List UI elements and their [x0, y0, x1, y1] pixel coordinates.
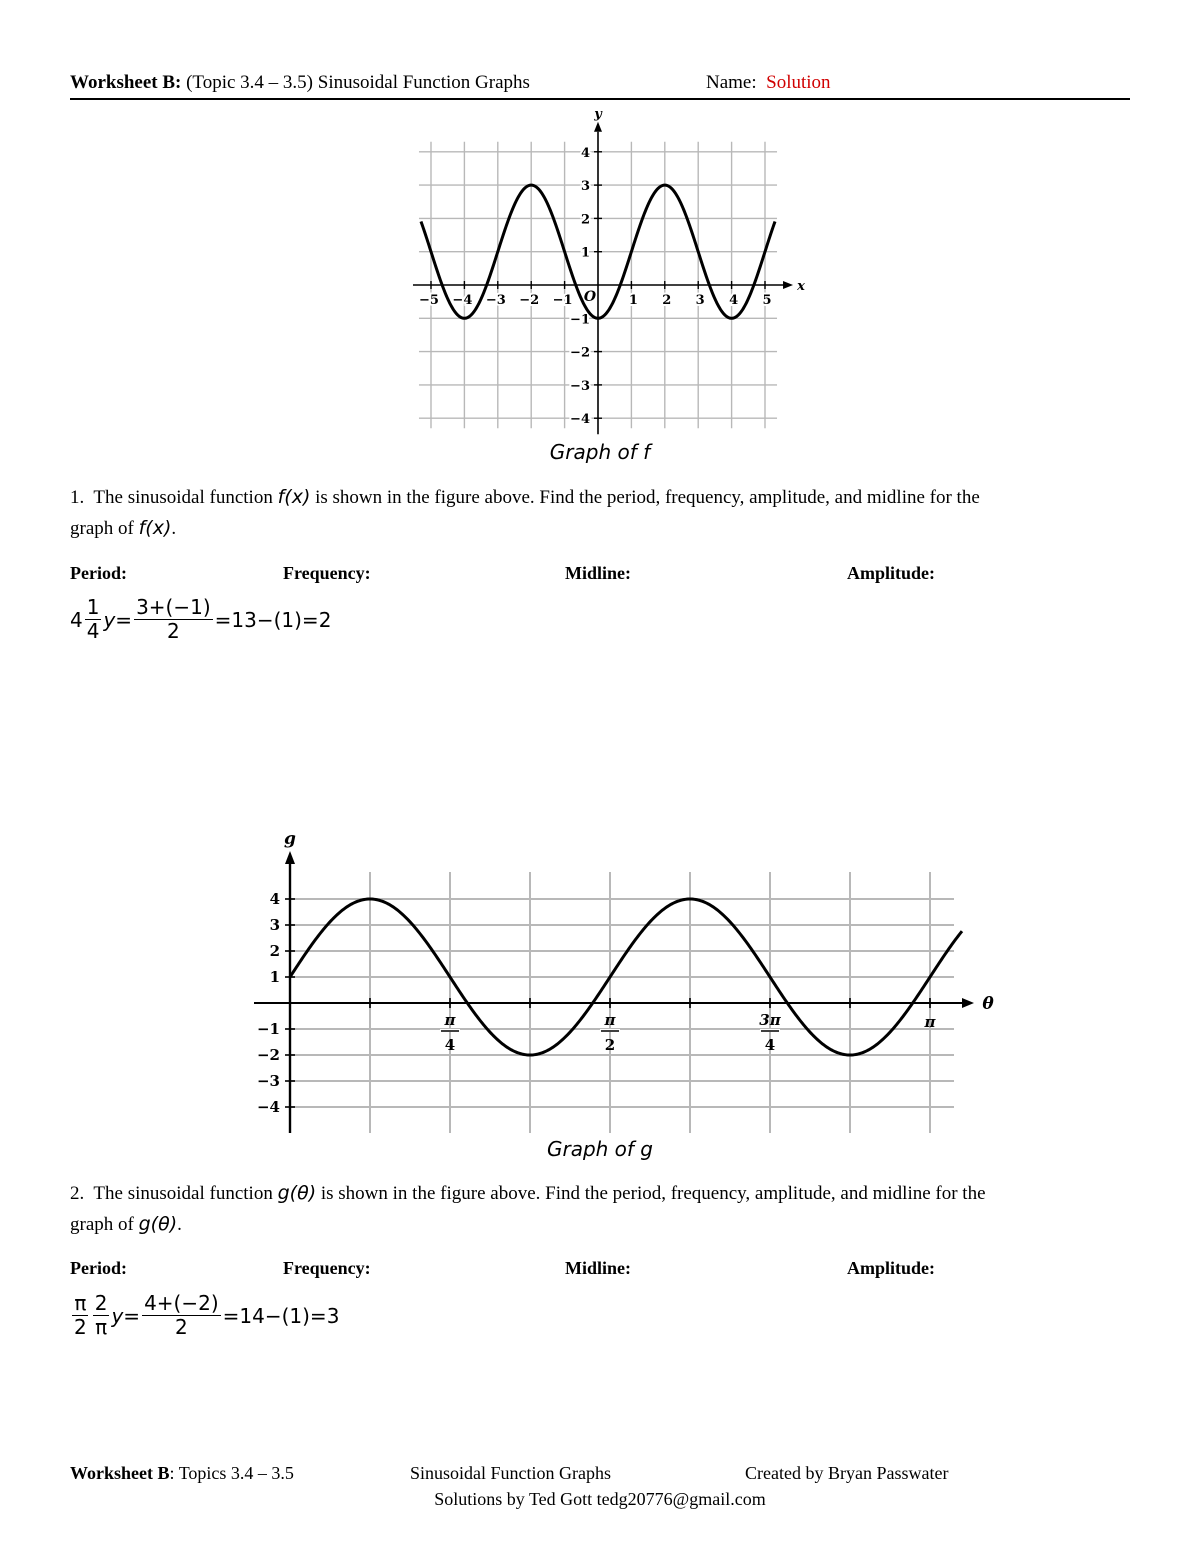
graph-f-caption: Graph of f [549, 440, 651, 464]
q1-frequency-fraction [85, 596, 102, 643]
y-tick-label: −1 [570, 312, 590, 328]
q1-frequency-den: 4 [86, 619, 100, 643]
question-2-text-c: graph of [70, 1214, 134, 1235]
question-1-func-2: f(x) [138, 517, 172, 539]
q2-period-label: Period: [70, 1258, 127, 1278]
y-tick-label: 3 [269, 916, 280, 934]
q1-frequency-label: Frequency: [283, 563, 371, 583]
q2-frequency-den: π [95, 1315, 108, 1339]
q2-midline-label: Midline: [565, 1258, 631, 1278]
x-tick-label: 5 [762, 293, 772, 308]
footer-solutions: Solutions by Ted Gott tedg20776@gmail.com [434, 1489, 766, 1509]
x-tick-label-den: 2 [604, 1036, 616, 1054]
y-tick-label: −4 [570, 412, 590, 428]
x-axis-label: θ [982, 994, 994, 1014]
q1-y-eq: y= [103, 607, 133, 632]
q2-midline-num: 4+(−2) [144, 1291, 219, 1315]
y-tick-label: −2 [256, 1046, 280, 1064]
q2-period-num: π [74, 1291, 87, 1315]
x-tick-label: −4 [452, 293, 473, 308]
x-tick-label-num: π [444, 1011, 456, 1029]
graph-g [240, 825, 1000, 1140]
question-1-func: f(x) [277, 486, 311, 508]
question-1-text-d: . [171, 518, 177, 539]
question-2-text-b: is shown in the figure above. Find the period, frequency, amplitude, and midline for the [320, 1183, 986, 1204]
footer-topics: : Topics 3.4 – 3.5 [169, 1463, 294, 1483]
x-tick-label: 3 [695, 293, 705, 308]
q2-frequency-label: Frequency: [283, 1258, 371, 1278]
q2-answer-tail: =14−(1)=3 [222, 1303, 340, 1328]
q1-period-value: 4 [70, 607, 83, 632]
worksheet-label: Worksheet B: [70, 72, 182, 93]
graph-g-caption: Graph of g [546, 1137, 654, 1161]
question-2-func: g(θ) [277, 1182, 317, 1204]
q1-midline-den: 2 [166, 619, 180, 643]
question-2-number: 2. [70, 1183, 85, 1204]
name-line [706, 72, 831, 94]
question-1-text [70, 482, 1130, 544]
x-tick-label: −2 [519, 293, 540, 308]
question-2-text [70, 1178, 1130, 1240]
x-tick-label-num: 3π [759, 1011, 781, 1029]
y-tick-label: 1 [269, 968, 280, 986]
q2-amplitude-label: Amplitude: [847, 1258, 936, 1278]
question-2-func-2: g(θ) [138, 1213, 178, 1235]
name-label: Name: [706, 72, 757, 93]
question-1-text-b: is shown in the figure above. Find the period, frequency, amplitude, and midline for the [315, 487, 980, 508]
footer-subject: Sinusoidal Function Graphs [410, 1463, 611, 1483]
x-tick-label: −1 [552, 293, 573, 308]
q2-period-den: 2 [74, 1315, 87, 1339]
x-tick-label: −5 [419, 293, 439, 308]
y-tick-label: 3 [580, 179, 590, 195]
y-tick-label: −1 [256, 1020, 280, 1038]
topic-text: (Topic 3.4 – 3.5) Sinusoidal Function Graphs [186, 72, 530, 93]
q2-period-fraction [72, 1292, 89, 1339]
x-tick-label-den: 4 [764, 1036, 776, 1054]
y-tick-label: 4 [580, 145, 590, 161]
y-tick-label: 1 [580, 245, 590, 261]
x-tick-label: 4 [729, 293, 739, 308]
x-tick-label-den: 4 [444, 1036, 456, 1054]
question-2-text-d: . [177, 1214, 182, 1235]
y-axis-label: y [594, 110, 602, 122]
name-value: Solution [766, 72, 831, 93]
q2-midline-den: 2 [174, 1315, 188, 1339]
y-tick-label: 4 [269, 890, 280, 908]
q2-answer [70, 1292, 339, 1339]
y-tick-label: −2 [570, 345, 590, 361]
q1-amplitude-label: Amplitude: [847, 563, 936, 583]
x-axis-arrow [962, 998, 974, 1008]
question-2-text-a: The sinusoidal function [93, 1183, 273, 1204]
q1-midline-num: 3+(−1) [136, 595, 211, 619]
footer-worksheet [70, 1463, 294, 1484]
page-header [70, 72, 1130, 100]
footer-author: Created by Bryan Passwater [745, 1463, 949, 1483]
q2-y-eq: y= [111, 1303, 141, 1328]
y-tick-label: 2 [580, 212, 590, 228]
x-tick-label-num: π [604, 1011, 616, 1029]
y-axis-arrow [594, 122, 602, 132]
y-tick-label: 2 [269, 942, 280, 960]
x-tick-label: 2 [662, 293, 672, 308]
y-tick-label: −3 [570, 378, 590, 394]
x-tick-label: 1 [628, 293, 638, 308]
footer-worksheet-label: Worksheet B [70, 1463, 170, 1483]
q1-midline-label: Midline: [565, 563, 631, 583]
question-1-number: 1. [70, 487, 85, 508]
q1-midline-fraction [134, 596, 213, 643]
header-title [70, 72, 530, 94]
y-axis-label: g [284, 829, 296, 849]
q1-frequency-num: 1 [86, 595, 100, 619]
q1-period-label: Period: [70, 563, 127, 583]
y-axis-arrow [285, 851, 295, 864]
x-axis-label: x [797, 279, 805, 294]
origin-label: O [583, 289, 597, 305]
q2-frequency-num: 2 [94, 1291, 108, 1315]
q2-midline-fraction [142, 1292, 221, 1339]
q2-frequency-fraction [93, 1292, 110, 1339]
question-1-text-a: The sinusoidal function [93, 487, 273, 508]
x-axis-arrow [783, 281, 793, 289]
y-tick-label: −3 [256, 1072, 280, 1090]
graph-f [400, 110, 810, 435]
q1-answer-tail: =13−(1)=2 [214, 607, 332, 632]
q1-answer [70, 596, 331, 643]
x-tick-label: −3 [485, 293, 506, 308]
y-tick-label: −4 [256, 1098, 280, 1116]
x-tick-label-num: π [924, 1013, 936, 1031]
question-1-text-c: graph of [70, 518, 134, 539]
